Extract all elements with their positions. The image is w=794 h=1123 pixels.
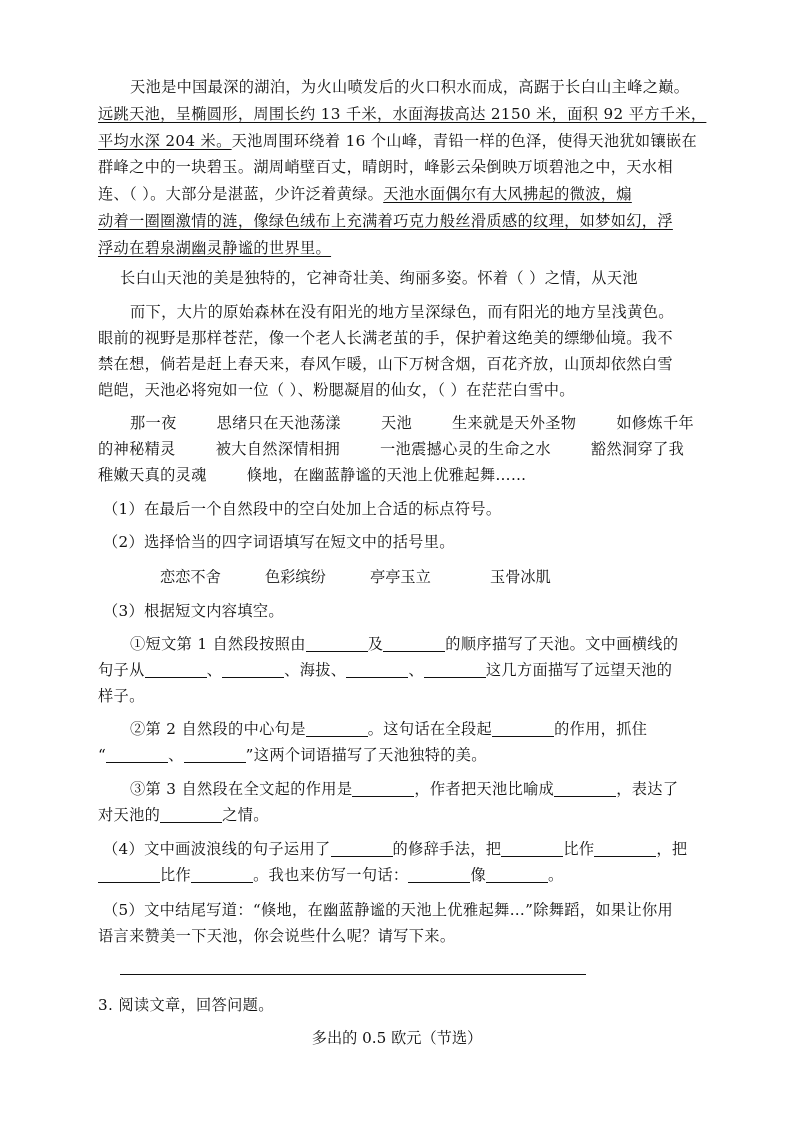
answer-blank[interactable] [306, 635, 368, 652]
answer-blank[interactable] [106, 746, 168, 763]
text: （2）选择恰当的四字词语填写在短文中的括号里。 [103, 533, 455, 551]
question-3 [103, 598, 703, 624]
text: 比作 [160, 866, 192, 884]
question-5-line-2 [98, 923, 698, 949]
answer-line[interactable] [120, 974, 586, 975]
p2-line-4 [98, 351, 698, 377]
text: 天池是中国最深的湖泊，为火山喷发后的火口积水而成，高踞于长白山主峰之巅。 [130, 78, 690, 96]
answer-blank[interactable] [352, 780, 414, 797]
option-1: 恋恋不舍 [160, 568, 221, 586]
text: 及 [367, 635, 384, 653]
text: ”这两个词语描写了天池独特的美。 [245, 746, 487, 764]
p3-line-1 [130, 410, 730, 436]
text: 对天池的 [98, 806, 161, 824]
text: 。这句话在全段起 [367, 720, 493, 738]
text: 群峰之中的一块碧玉。湖周峭壁百丈，晴朗时，峰影云朵倒映万顷碧池之中，天水相 [98, 158, 673, 176]
question-3-3-line-1 [130, 776, 730, 802]
article-title: 多出的 0.5 欧元（节选） [311, 1029, 483, 1047]
phrase: 那一夜 [130, 414, 177, 432]
text: 之情。 [222, 806, 269, 824]
phrase: 的神秘精灵 [98, 440, 176, 458]
answer-blank[interactable] [191, 866, 253, 883]
question-2 [103, 529, 703, 555]
text: 、 [206, 661, 223, 679]
answer-blank[interactable] [492, 720, 554, 737]
question-3-1-line-1 [130, 631, 730, 657]
text: 天池周围环绕着 16 个山峰，青铅一样的色泽，使得天池犹如镶嵌在 [231, 132, 698, 150]
p2-line-5 [98, 377, 698, 403]
p2-line-3 [98, 325, 698, 351]
question-4-line-2 [98, 862, 698, 888]
text: 像 [470, 866, 486, 884]
text: 皑皑，天池必将宛如一位（ ）、粉腮凝眉的仙女，（ ）在茫茫白雪中。 [98, 381, 575, 399]
question-1 [103, 496, 703, 522]
wavy-underlined-text: 天池水面偶尔有大风拂起的微波，煽 [383, 185, 632, 203]
question-3-3-line-2 [98, 802, 698, 828]
answer-blank[interactable] [594, 840, 656, 857]
text: 长白山天池的美是独特的，它神奇壮美、绚丽多姿。怀着（ ）之情，从天池 [120, 269, 638, 287]
text: 句子从 [98, 661, 145, 679]
text: 比作 [563, 840, 595, 858]
answer-blank[interactable] [222, 661, 284, 678]
p1-line-1 [130, 74, 730, 100]
text: ③第 3 自然段在全文起的作用是 [130, 780, 353, 798]
answer-blank[interactable] [486, 866, 548, 883]
p1-line-6 [98, 208, 698, 234]
text: 样子。 [98, 687, 145, 705]
question-3-2-line-1 [130, 716, 730, 742]
option-3: 亭亭玉立 [370, 568, 431, 586]
text: ，把 [656, 840, 688, 858]
text: 、 [168, 746, 184, 764]
p1-line-3 [98, 128, 698, 154]
question-3-1-line-2 [98, 657, 698, 683]
text: （1）在最后一个自然段中的空白处加上合适的标点符号。 [103, 500, 502, 518]
answer-blank[interactable] [554, 780, 616, 797]
phrase: 豁然洞穿了我 [590, 440, 685, 458]
underlined-text: 平均水深 204 米。 [98, 132, 232, 150]
text: “ [98, 746, 107, 764]
text: 动着一圈圈激情的涟，像绿色绒布上充满着巧克力般丝滑质感的纹理，如梦如幻，浮 [98, 212, 673, 230]
phrase: 天池 [380, 414, 413, 432]
answer-blank[interactable] [331, 840, 393, 857]
question-3-2-line-2 [98, 742, 698, 768]
question-5-line-1 [103, 897, 703, 923]
text: （4）文中画波浪线的句子运用了 [103, 840, 331, 858]
p2-line-1 [120, 265, 720, 291]
text: （3）根据短文内容填空。 [103, 602, 284, 620]
text: ，表达了 [616, 780, 679, 798]
phrase: 稚嫩天真的灵魂 [98, 466, 207, 484]
phrase: 思绪只在天池荡漾 [216, 414, 341, 432]
text: ，作者把天池比喻成 [414, 780, 555, 798]
answer-blank[interactable] [424, 661, 486, 678]
text: 连、（ ）。大部分是湛蓝，少许泛着黄绿。 [98, 185, 384, 203]
text: 禁在想，倘若是赶上春天来，春风乍暖，山下万树含烟，百花齐放，山顶却依然白雪 [98, 355, 673, 373]
p1-line-2 [98, 101, 707, 127]
p1-line-5 [98, 181, 698, 207]
text: （5）文中结尾写道：“倏地，在幽蓝静谧的天池上优雅起舞…”除舞蹈，如果让你用 [103, 901, 674, 919]
text: 而下，大片的原始森林在没有阳光的地方呈深绿色，而有阳光的地方呈浅黄色。 [130, 303, 674, 321]
phrase: 倏地，在幽蓝静谧的天池上优雅起舞…… [246, 466, 527, 484]
phrase: 一池震撼心灵的生命之水 [380, 440, 551, 458]
text: ②第 2 自然段的中心句是 [130, 720, 306, 738]
answer-blank[interactable] [306, 720, 368, 737]
text: 、 [408, 661, 424, 679]
phrase: 如修炼千年 [616, 414, 695, 432]
text: 。我也来仿写一句话： [253, 866, 409, 884]
phrase: 生来就是天外圣物 [452, 414, 577, 432]
answer-blank[interactable] [184, 746, 246, 763]
text: 、海拔、 [284, 661, 347, 679]
text: 的顺序描写了天池。文中画横线的 [445, 635, 679, 653]
text: 语言来赞美一下天池，你会说些什么呢？请写下来。 [98, 927, 456, 945]
answer-blank[interactable] [160, 806, 222, 823]
option-2: 色彩缤纷 [265, 568, 326, 586]
text: 浮动在碧泉湖幽灵静谧的世界里。 [98, 239, 332, 257]
answer-blank[interactable] [501, 840, 563, 857]
phrase: 被大自然深情相拥 [215, 440, 340, 458]
question-4-line-1 [103, 836, 703, 862]
section-3-heading [98, 992, 698, 1018]
text: 这几方面描写了远望天池的 [485, 661, 673, 679]
question-3-1-line-3 [98, 683, 698, 709]
p3-line-2 [98, 436, 698, 462]
text: ①短文第 1 自然段按照由 [130, 635, 306, 653]
text: 远跳天池，呈椭圆形，周围长约 13 千米，水面海拔高达 2150 米，面积 92 平方千米， [98, 105, 707, 123]
p3-line-3 [98, 462, 698, 488]
text: 3. 阅读文章，回答问题。 [98, 996, 274, 1014]
p2-line-2 [130, 299, 730, 325]
option-4: 玉骨冰肌 [490, 568, 551, 586]
text: 的修辞手法，把 [392, 840, 502, 858]
text: 眼前的视野是那样苍茫，像一个老人长满老茧的手，保护着这绝美的缥缈仙境。我不 [98, 329, 673, 347]
text: 的作用，抓住 [554, 720, 648, 738]
answer-blank[interactable] [98, 866, 160, 883]
answer-blank[interactable] [346, 661, 408, 678]
text: 。 [548, 866, 564, 884]
p1-line-4 [98, 154, 698, 180]
answer-blank[interactable] [383, 635, 445, 652]
answer-blank[interactable] [408, 866, 470, 883]
answer-blank[interactable] [145, 661, 207, 678]
p1-line-7 [98, 235, 698, 261]
